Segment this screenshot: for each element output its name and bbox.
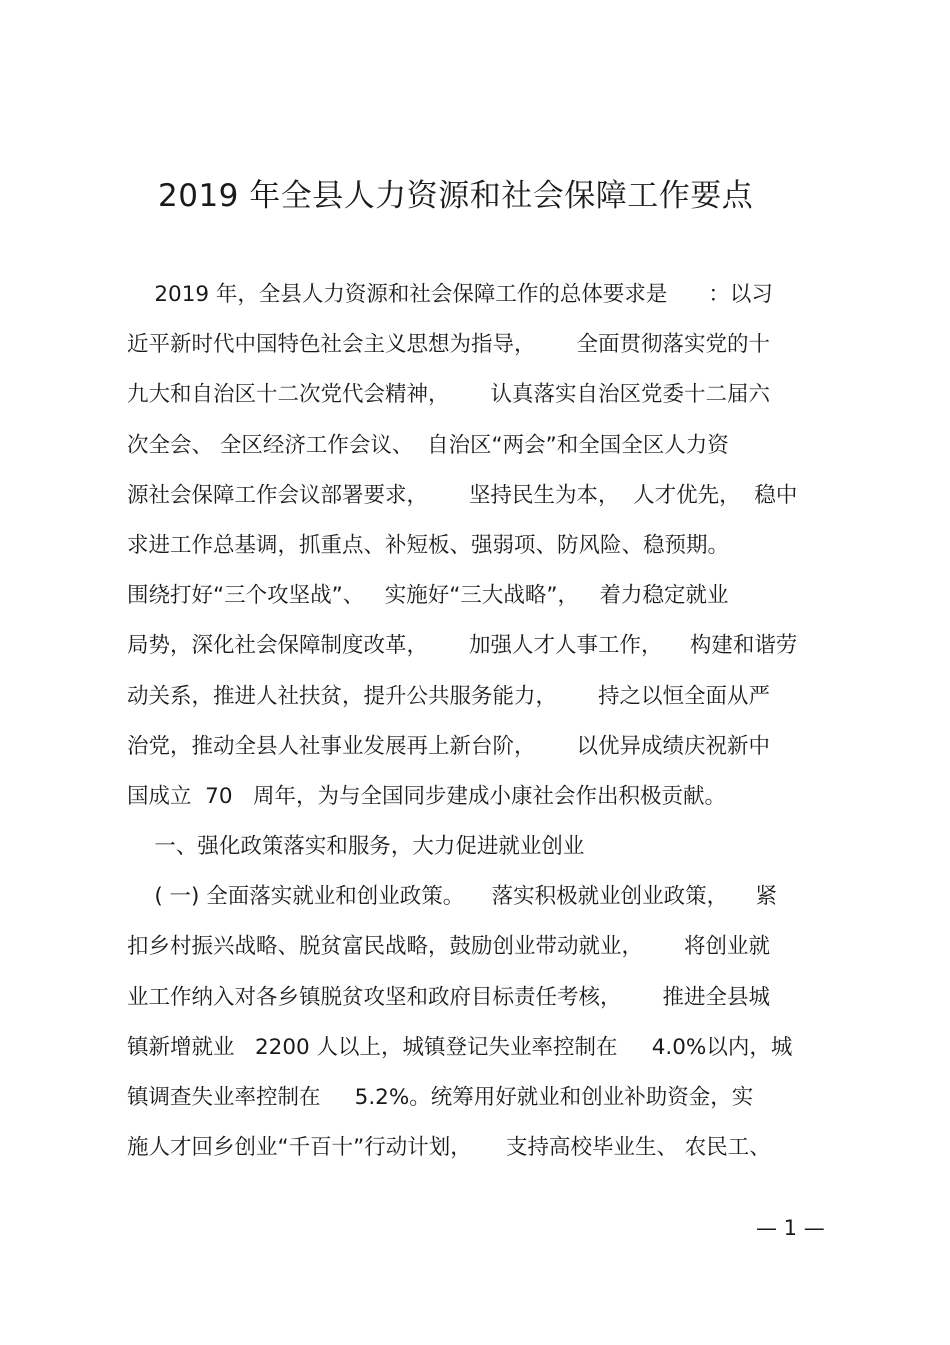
body-line: 施人才回乡创业“千百十”行动计划， 支持高校毕业生、 农民工、	[127, 1135, 771, 1161]
body-line: 扣乡村振兴战略、脱贫富民战略，鼓励创业带动就业， 将创业就	[127, 934, 771, 960]
document-body	[127, 270, 837, 1173]
body-line: 动关系，推进人社扶贫，提升公共服务能力， 持之以恒全面从严	[127, 683, 771, 709]
body-line: 治党，推动全县人社事业发展再上新台阶， 以优异成绩庆祝新中	[127, 733, 771, 759]
body-line: ( 一) 全面落实就业和创业政策。 落实积极就业创业政策， 紧	[127, 884, 777, 910]
body-line: 国成立 70 周年，为与全国同步建成小康社会作出积极贡献。	[127, 783, 727, 809]
document-title: 2019 年全县人力资源和社会保障工作要点	[158, 178, 754, 214]
body-line: 次全会、 全区经济工作会议、 自治区“两会”和全国全区人力资	[127, 432, 729, 458]
body-line: 2019 年，全县人力资源和社会保障工作的总体要求是 ：以习	[127, 282, 773, 307]
section-heading: 一、强化政策落实和服务，大力促进就业创业	[127, 834, 585, 860]
body-line: 九大和自治区十二次党代会精神， 认真落实自治区党委十二届六	[127, 382, 771, 408]
body-line: 求进工作总基调，抓重点、补短板、强弱项、防风险、稳预期。	[127, 532, 730, 558]
body-line: 镇新增就业 2200 人以上，城镇登记失业率控制在 4.0%以内，城	[127, 1034, 793, 1060]
body-line: 局势，深化社会保障制度改革， 加强人才人事工作， 构建和谐劳	[127, 633, 798, 659]
body-line: 镇调查失业率控制在 5.2%。统筹用好就业和创业补助资金，实	[127, 1085, 754, 1110]
body-line: 近平新时代中国特色社会主义思想为指导， 全面贯彻落实党的十	[127, 332, 771, 358]
page-number: — 1 —	[756, 1216, 825, 1240]
body-line: 围绕打好“三个攻坚战”、 实施好“三大战略”， 着力稳定就业	[127, 583, 729, 609]
body-line: 业工作纳入对各乡镇脱贫攻坚和政府目标责任考核， 推进全县城	[127, 984, 771, 1010]
body-line: 源社会保障工作会议部署要求， 坚持民生为本， 人才优先， 稳中	[127, 482, 798, 508]
